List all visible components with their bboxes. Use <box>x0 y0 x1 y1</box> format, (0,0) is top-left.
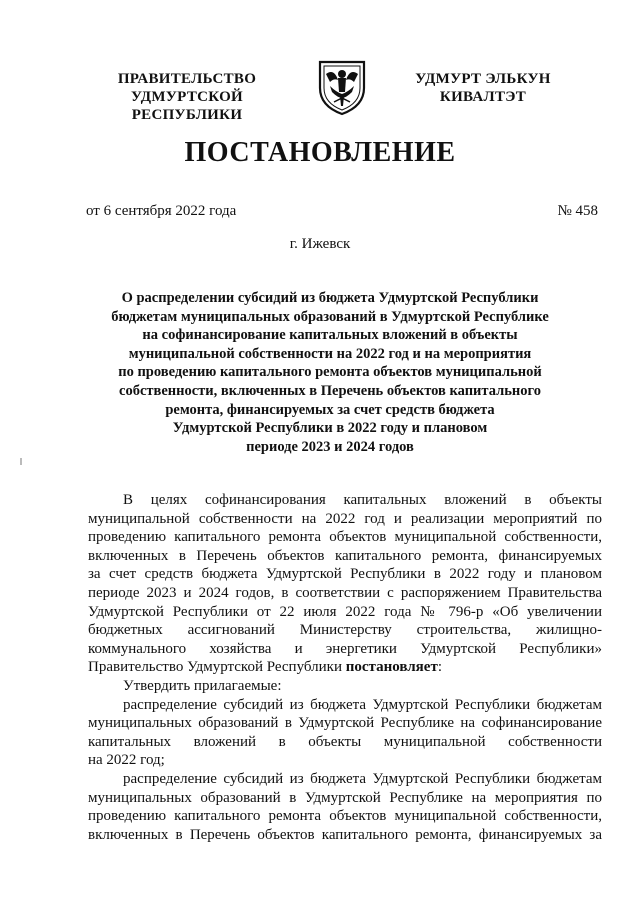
document-subject <box>100 289 560 456</box>
body-line: коммунального хозяйства и энергетики Удмуртской Республики» <box>88 640 602 657</box>
item2-line: муниципальных образований в Удмуртской Республике на мероприятия по <box>88 789 602 806</box>
body-line: включенных в Перечень объектов капитального ремонта, финансируемых <box>88 547 602 564</box>
document-title: ПОСТАНОВЛЕНИЕ <box>184 137 456 168</box>
subject-line: муниципальной собственности на 2022 год и на мероприятия <box>128 345 532 362</box>
body-line: периоде 2023 и 2024 годов, в соответствии с распоряжением Правительства <box>88 584 602 601</box>
government-name-line-1: ПРАВИТЕЛЬСТВО <box>117 71 257 87</box>
body-line: Удмуртской Республики от 22 июля 2022 года № 796-р «Об увеличении <box>88 603 602 620</box>
subject-line: по проведению капитального ремонта объектов муниципальной <box>118 364 542 381</box>
subject-line: собственности, включенных в Перечень объектов капитального <box>119 382 541 399</box>
body-line-resolution <box>88 658 602 677</box>
item2-line: распределение субсидий из бюджета Удмуртской Республики бюджетам <box>123 770 602 787</box>
resolution-suffix: : <box>437 659 442 676</box>
document-number: № 458 <box>557 203 598 219</box>
government-name-udmurt <box>398 70 568 106</box>
government-name-russian <box>74 70 300 124</box>
item1-line: распределение субсидий из бюджета Удмуртской Республики бюджетам <box>123 696 602 713</box>
subject-line: бюджетам муниципальных образований в Удмуртской Республике <box>111 308 549 325</box>
subject-line: О распределении субсидий из бюджета Удмуртской Республики <box>121 290 539 306</box>
body-line: проведению капитального ремонта объектов муниципальной собственности, <box>88 529 602 546</box>
document-body <box>88 491 602 844</box>
resolution-prefix: Правительство Удмуртской Республики <box>88 659 346 676</box>
document-date: от 6 сентября 2022 года <box>86 203 237 219</box>
government-name-udmurt-line-2: КИВАЛТЭТ <box>439 89 527 105</box>
item1-line: на 2022 год; <box>88 752 165 769</box>
body-line: за счет средств бюджета Удмуртской Республики в 2022 году и плановом <box>88 566 602 583</box>
body-line: бюджетных ассигнований Министерству строительства, жилищно- <box>88 622 602 639</box>
item2-line: включенных в Перечень объектов капитального ремонта, финансируемых за <box>88 826 602 843</box>
item2-line: проведению капитального ремонта объектов муниципальной собственности, <box>88 808 602 825</box>
subject-line: на софинансирование капитальных вложений в объекты <box>142 327 518 344</box>
subject-line: периоде 2023 и 2024 годов <box>246 438 414 455</box>
government-name-line-2: УДМУРТСКОЙ РЕСПУБЛИКИ <box>131 89 243 123</box>
subject-line: Удмуртской Республики в 2022 году и плановом <box>172 420 488 437</box>
udmurt-coat-of-arms-icon <box>316 58 368 116</box>
government-name-udmurt-line-1: УДМУРТ ЭЛЬКУН <box>415 71 551 87</box>
resolution-keyword: постановляет <box>345 659 438 676</box>
body-line: муниципальной собственности на 2022 год и реализации мероприятий по <box>88 510 602 527</box>
subject-line: ремонта, финансируемых за счет средств бюджета <box>165 401 495 418</box>
approve-line: Утвердить прилагаемые: <box>123 677 282 694</box>
scan-margin-mark <box>20 458 22 465</box>
item1-line: муниципальных образований в Удмуртской Республике на софинансирование <box>88 715 602 732</box>
item1-line: капитальных вложений в объекты муниципальной собственности <box>88 733 602 750</box>
body-line: В целях софинансирования капитальных вложений в объекты <box>123 492 602 508</box>
document-city: г. Ижевск <box>289 236 351 252</box>
